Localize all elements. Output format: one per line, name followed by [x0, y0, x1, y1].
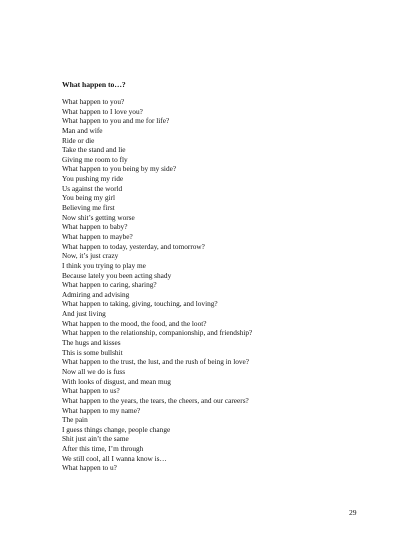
poem-line: Now all we do is fuss: [62, 366, 126, 376]
poem-line: What happen to my name?: [62, 405, 141, 415]
poem-line: What happen to I love you?: [62, 106, 143, 116]
poem-line: What happen to maybe?: [62, 231, 133, 241]
poem-line: What happen to caring, sharing?: [62, 280, 157, 290]
poem-line: Us against the world: [62, 183, 123, 193]
poem-line: Ride or die: [62, 135, 95, 145]
poem-line: I think you trying to play me: [62, 260, 146, 270]
poem-line: You pushing my ride: [62, 174, 124, 184]
poem-line: What happen to the years, the tears, the cheers, and our careers?: [62, 395, 249, 405]
poem-line: Take the stand and lie: [62, 145, 126, 155]
poem-line: What happen to us?: [62, 386, 120, 396]
poem-line: What happen to the trust, the lust, and the rush of being in love?: [62, 357, 250, 367]
poem-line: What happen to you being by my side?: [62, 164, 177, 174]
poem-line: Now shit’s getting worse: [62, 212, 135, 222]
poem-line: With looks of disgust, and mean mug: [62, 376, 171, 386]
poem-line: What happen to the mood, the food, and the loot?: [62, 318, 207, 328]
poem-line: You being my girl: [62, 193, 115, 203]
poem-line: Admiring and advising: [62, 289, 130, 299]
poem-line: The pain: [62, 415, 88, 425]
poem-line: This is some bullshit: [62, 347, 123, 357]
poem-line: What happen to baby?: [62, 222, 128, 232]
poem-title: What happen to…?: [62, 80, 126, 89]
poem-line: After this time, I’m through: [62, 444, 144, 454]
poem-line: What happen to today, yesterday, and tomorrow?: [62, 241, 205, 251]
poem-line: Man and wife: [62, 125, 103, 135]
poem-line: What happen to taking, giving, touching, and loving?: [62, 299, 218, 309]
poem-line: Shit just ain’t the same: [62, 434, 129, 444]
poem-line: And just living: [62, 309, 106, 319]
poem-line: Giving me room to fly: [62, 154, 128, 164]
poem-line: What happen to u?: [62, 463, 117, 473]
poem-line: Now, it’s just crazy: [62, 251, 119, 261]
poem-line: What happen to the relationship, companionship, and friendship?: [62, 328, 253, 338]
poem-line: Believing me first: [62, 203, 115, 213]
poem-line: Because lately you been acting shady: [62, 270, 172, 280]
poem-line: The hugs and kisses: [62, 338, 121, 348]
poem-line: What happen to you and me for life?: [62, 116, 170, 126]
poem-body: [62, 97, 252, 473]
page-number: 29: [349, 508, 357, 517]
poem-line: I guess things change, people change: [62, 424, 171, 434]
poem-line: We still cool, all I wanna know is…: [62, 453, 167, 463]
poem-line: What happen to you?: [62, 97, 125, 106]
